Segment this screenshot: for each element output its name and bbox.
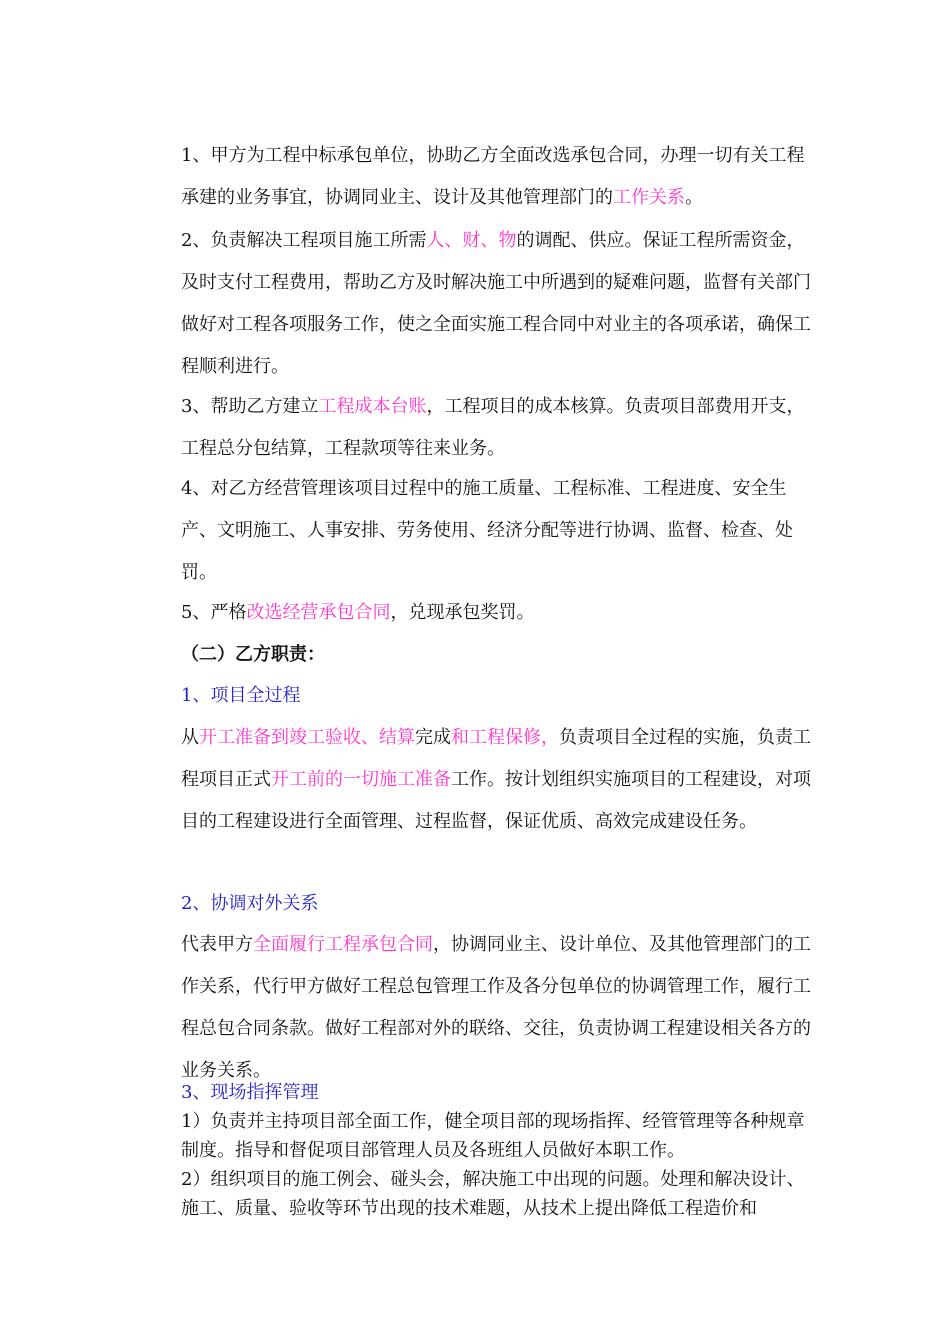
subheading-2 (145, 883, 815, 925)
paragraph-7 (145, 924, 815, 1092)
p7-text: 代表甲方 (181, 934, 253, 955)
p3-end: ，工程项目的成本核算。负责项目部费用开支，工程总分包结算，工程款项等往来业务。 (181, 396, 805, 459)
paragraph-2 (145, 220, 815, 388)
paragraph-4 (145, 468, 815, 594)
p6-highlight-3: 开工前的一切施工准备 (271, 769, 451, 790)
subheading-1-text: 1、项目全过程 (181, 685, 301, 706)
p6-text-c: 完成 (415, 727, 451, 748)
p7-end: ，协调同业主、设计单位、及其他管理部门的工作关系，代行甲方做好工程总包管理工作及各分包单位的协调管理工作，履行工程总包合同条款。做好工程部对外的联络、交往，负责协调工程建设相关各方的业务关系。 (181, 934, 811, 1081)
p1-text: 1、甲方为工程中标承包单位，协助乙方全面改选承包合同，办理一切有关工程承建的业务事宜，协调同业主、设计及其他管理部门的 (181, 145, 805, 208)
p7-highlight: 全面履行工程承包合同 (253, 934, 433, 955)
p1-end: 。 (685, 187, 703, 208)
p8-text: 1）负责并主持项目部全面工作，健全项目部的现场指挥、经管管理等各种规章制度。指导和督促项目部管理人员及各班组人员做好本职工作。 (181, 1111, 805, 1161)
paragraph-8 (145, 1107, 815, 1165)
paragraph-5 (145, 592, 815, 634)
p6-text-a: 从 (181, 727, 199, 748)
p3-text: 3、帮助乙方建立 (181, 396, 319, 417)
p6-highlight-2: 和工程保修， (451, 727, 559, 748)
p2-end: 的调配、供应。保证工程所需资金，及时支付工程费用，帮助乙方及时解决施工中所遇到的疑难问题，监督有关部门做好对工程各项服务工作，使之全面实施工程合同中对业主的各项承诺，确保工程顺利进行。 (181, 230, 811, 377)
p2-text: 2、负责解决工程项目施工所需 (181, 230, 427, 251)
paragraph-3 (145, 386, 815, 470)
p5-highlight: 改选经营承包合同 (246, 602, 391, 623)
section-heading-text: （二）乙方职责： (181, 644, 325, 665)
paragraph-9 (145, 1165, 815, 1223)
subheading-1 (145, 675, 815, 717)
subheading-3-text: 3、现场指挥管理 (181, 1082, 319, 1103)
p2-highlight: 人、财、物 (426, 230, 517, 251)
section-heading (145, 634, 815, 676)
p6-highlight-1: 开工准备到竣工验收、结算 (199, 727, 415, 748)
p9-text: 2）组织项目的施工例会、碰头会，解决施工中出现的问题。处理和解决设计、施工、质量、验收等环节出现的技术难题，从技术上提出降低工程造价和 (181, 1169, 805, 1219)
subheading-2-text: 2、协调对外关系 (181, 893, 319, 914)
p6-text-g: 工作。按计划组织实施项目的工程建设，对项目的工程建设进行全面管理、过程监督，保证优质、高效完成建设任务。 (181, 769, 811, 832)
paragraph-1 (145, 135, 815, 219)
paragraph-6 (145, 717, 815, 843)
p3-highlight: 工程成本台账 (318, 396, 427, 417)
p5-end: ，兑现承包奖罚。 (390, 602, 535, 623)
p5-text: 5、严格 (181, 602, 247, 623)
p6-text-e: 负责项目全过程的实施，负责工程项目正式 (181, 727, 811, 790)
p1-highlight: 工作关系 (613, 187, 685, 208)
subheading-3 (145, 1078, 815, 1107)
p4-text: 4、对乙方经营管理该项目过程中的施工质量、工程标准、工程进度、安全生产、文明施工、人事安排、劳务使用、经济分配等进行协调、监督、检查、处罚。 (181, 478, 793, 583)
